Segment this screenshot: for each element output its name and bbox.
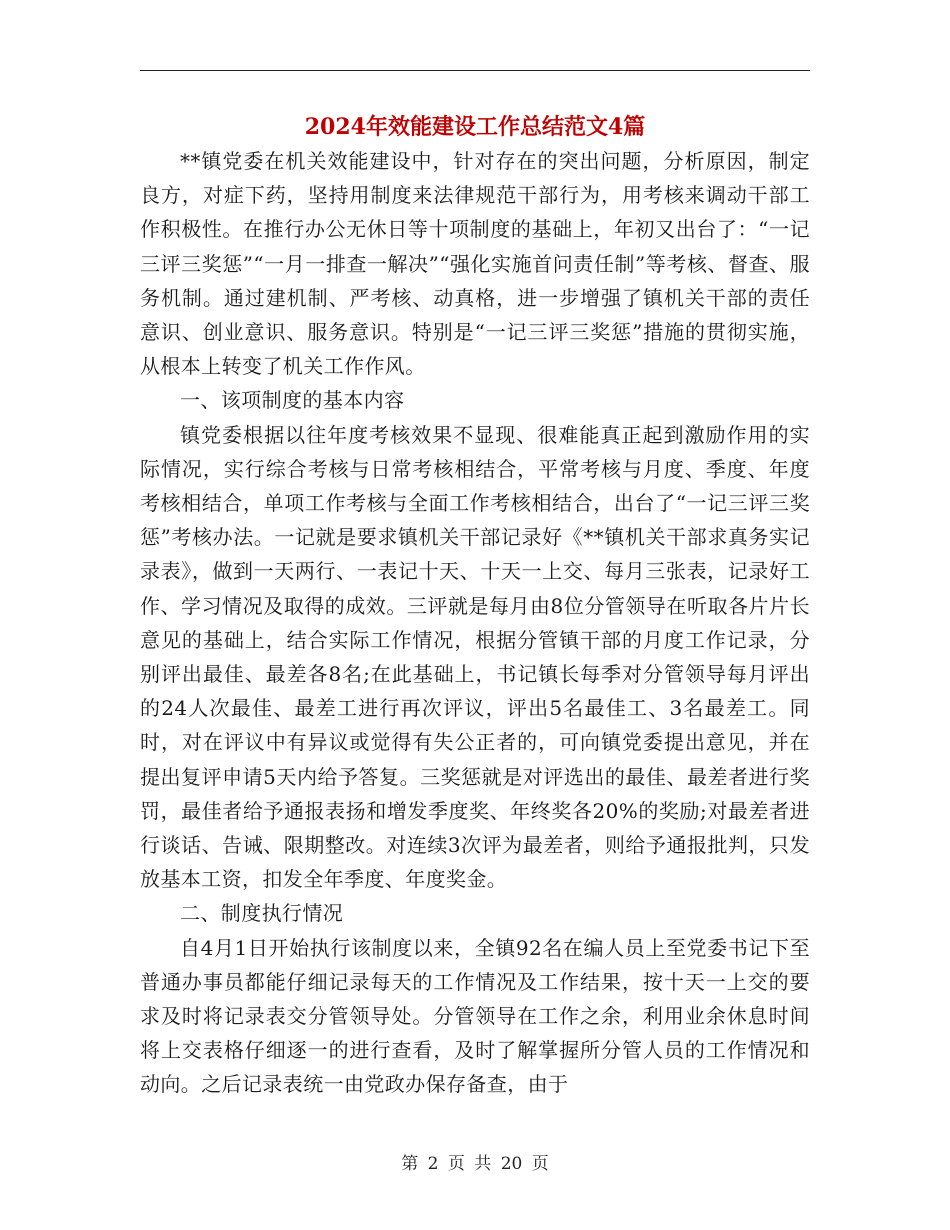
paragraph-section-2: 自4月1日开始执行该制度以来，全镇92名在编人员上至党委书记下至普通办事员都能仔细记录每天的工作情况及工作结果，按十天一上交的要求及时将记录表交分管领导处。分管领导在工作之余，利用业余休息时间将上交表格仔细逐一的进行查看，及时了解掌握所分管人员的工作情况和动向。之后记录表统一由党政办保存备查，由于 (140, 935, 810, 1097)
document-title: 2024年效能建设工作总结范文4篇 (304, 114, 646, 140)
page-footer: 第 2 页 共 20 页 (401, 1154, 549, 1174)
paragraph-intro: **镇党委在机关效能建设中，针对存在的突出问题，分析原因，制定良方，对症下药，坚持用制度来法律规范干部行为，用考核来调动干部工作积极性。在推行办公无休日等十项制度的基础上，年初又出台了：“一记三评三奖惩”“一月一排查一解决”“强化实施首问责任制”等考核、督查、服务机制。通过建机制、严考核、动真格，进一步增强了镇机关干部的责任意识、创业意识、服务意识。特别是“一记三评三奖惩”措施的贯彻实施，从根本上转变了机关工作作风。 (140, 149, 810, 379)
section-heading-2: 二、制度执行情况 (180, 901, 344, 926)
section-heading-1: 一、该项制度的基本内容 (180, 388, 405, 413)
paragraph-section-1: 镇党委根据以往年度考核效果不显现、很难能真正起到激励作用的实际情况，实行综合考核与日常考核相结合，平常考核与月度、季度、年度考核相结合，单项工作考核与全面工作考核相结合，出台了“一记三评三奖惩”考核办法。一记就是要求镇机关干部记录好《**镇机关干部求真务实记录表》，做到一天两行、一表记十天、十天一上交、每月三张表，记录好工作、学习情况及取得的成效。三评就是每月由8位分管领导在听取各片片长意见的基础上，结合实际工作情况，根据分管镇干部的月度工作记录，分别评出最佳、最差各8名;在此基础上，书记镇长每季对分管领导每月评出的24人次最佳、最差工进行再次评议，评出5名最佳工、3名最差工。同时，对在评议中有异议或觉得有失公正者的，可向镇党委提出意见，并在提出复评申请5天内给予答复。三奖惩就是对评选出的最佳、最差者进行奖罚，最佳者给予通报表扬和增发季度奖、年终奖各20%的奖励;对最差者进行谈话、告诫、限期整改。对连续3次评为最差者，则给予通报批判，只发放基本工资，扣发全年季度、年度奖金。 (140, 422, 810, 892)
header-rule (140, 70, 810, 71)
document-body (140, 144, 810, 1102)
